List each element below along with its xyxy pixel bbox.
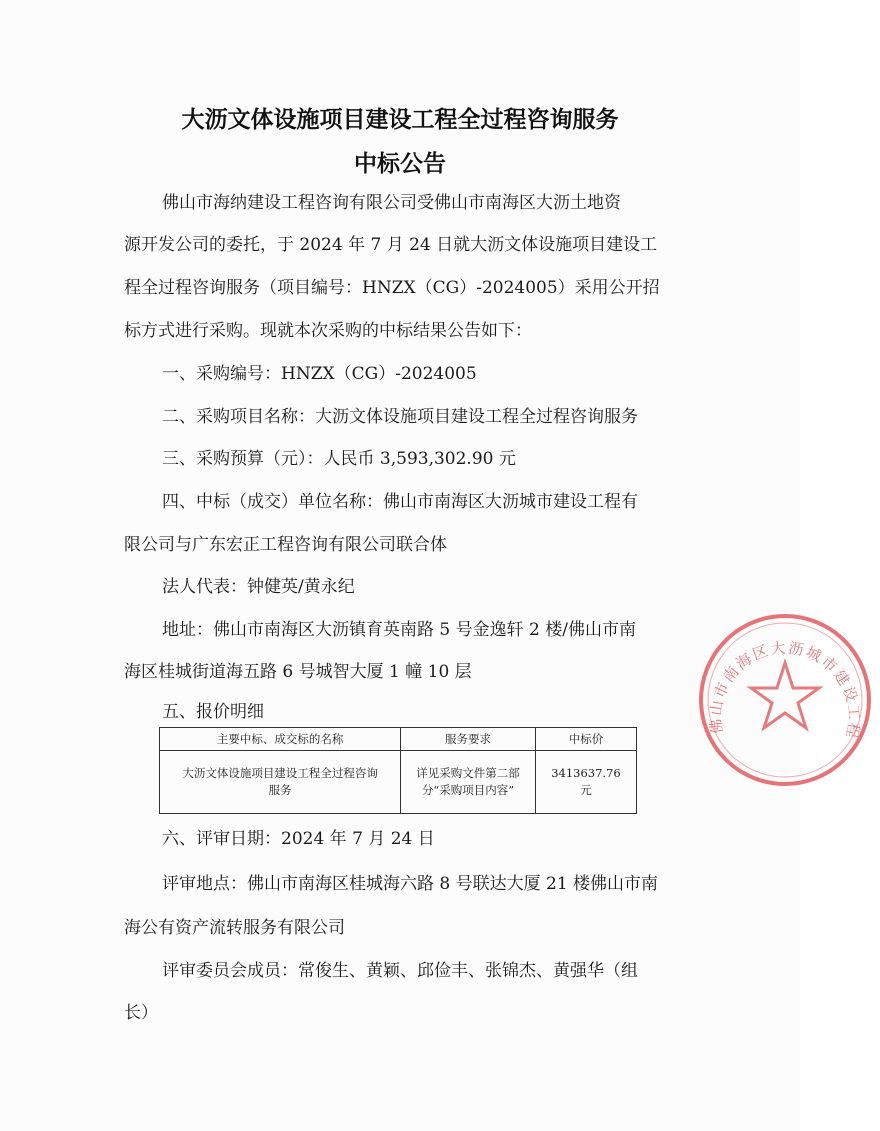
cell-price-value: 3413637.76	[551, 766, 621, 780]
cell-name	[160, 751, 401, 814]
review-place-line-2: 海公有资产流转服务有限公司	[124, 918, 345, 938]
cell-requirement	[401, 751, 536, 814]
seal-text-path: 佛山市南海区大沥城市建设工程	[706, 638, 864, 742]
document-subtitle: 中标公告	[354, 151, 446, 177]
procurement-number: 一、采购编号：HNZX（CG）-2024005	[162, 364, 477, 384]
table-header-row	[160, 728, 637, 751]
budget: 三、采购预算（元）：人民币 3,593,302.90 元	[162, 449, 516, 469]
price-table	[159, 727, 637, 814]
intro-line-3: 程全过程咨询服务（项目编号：HNZX（CG）-2024005）采用公开招	[124, 278, 660, 298]
cell-name-line-1: 大沥文体设施项目建设工程全过程咨询	[182, 766, 378, 780]
header-name: 主要中标、成交标的名称	[160, 728, 401, 751]
header-requirement: 服务要求	[401, 728, 536, 751]
table-row	[160, 751, 637, 814]
price-details-heading: 五、报价明细	[162, 702, 264, 722]
intro-line-1: 佛山市海纳建设工程咨询有限公司受佛山市南海区大沥土地资	[162, 193, 621, 213]
document-title: 大沥文体设施项目建设工程全过程咨询服务	[181, 107, 619, 133]
winner-line-1: 四、中标（成交）单位名称：佛山市南海区大沥城市建设工程有	[162, 492, 638, 512]
official-seal-stamp	[690, 605, 880, 795]
cell-requirement-line-2: 分“采购项目内容”	[421, 783, 515, 797]
committee-line-2: 长）	[124, 1003, 158, 1023]
committee-line-1: 评审委员会成员：常俊生、黄颖、邱俭丰、张锦杰、黄强华（组	[162, 961, 638, 981]
header-price: 中标价	[535, 728, 636, 751]
address-line-2: 海区桂城街道海五路 6 号城智大厦 1 幢 10 层	[124, 662, 472, 682]
address-line-1: 地址：佛山市南海区大沥镇育英南路 5 号金逸轩 2 楼/佛山市南	[162, 620, 636, 640]
cell-requirement-line-1: 详见采购文件第二部	[416, 766, 520, 780]
review-place-line-1: 评审地点：佛山市南海区桂城海六路 8 号联达大厦 21 楼佛山市南	[162, 874, 659, 894]
cell-price-unit: 元	[580, 783, 592, 797]
intro-line-4: 标方式进行采购。现就本次采购的中标结果公告如下：	[124, 321, 532, 341]
project-name: 二、采购项目名称：大沥文体设施项目建设工程全过程咨询服务	[162, 407, 638, 427]
intro-line-2: 源开发公司的委托，于 2024 年 7 月 24 日就大沥文体设施项目建设工	[124, 235, 658, 255]
seal-star-icon	[751, 663, 819, 728]
cell-name-line-2: 服务	[268, 783, 292, 797]
legal-representative: 法人代表：钟健英/黄永纪	[162, 577, 355, 597]
winner-line-2: 限公司与广东宏正工程咨询有限公司联合体	[124, 535, 447, 555]
review-date: 六、评审日期：2024 年 7 月 24 日	[162, 829, 435, 849]
seal-text	[707, 639, 864, 742]
cell-price	[535, 751, 636, 814]
